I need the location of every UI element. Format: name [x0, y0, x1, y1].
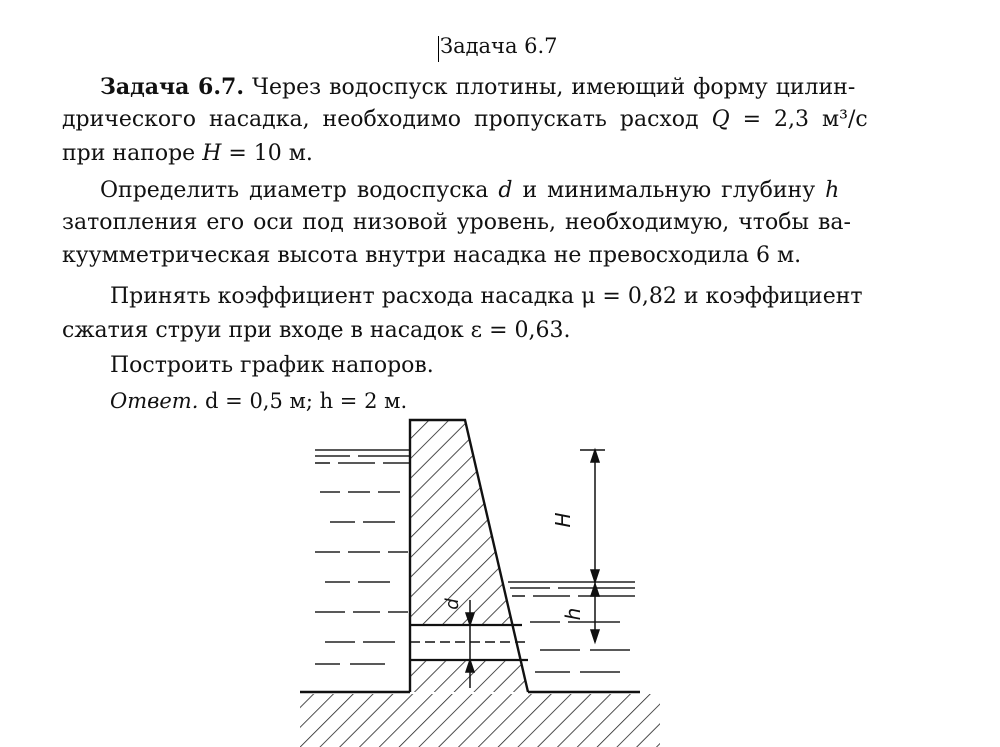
text-span: = 2,3 м³/с: [729, 107, 868, 132]
page-title: Задача 6.7: [440, 34, 558, 58]
text-cursor: [438, 36, 439, 62]
paragraph-2-line-2: затопления его оси под низовой уровень, необходимую, чтобы ва-: [62, 210, 851, 235]
text-span: = 10 м.: [221, 141, 313, 166]
var-Q: Q: [711, 107, 730, 132]
var-H: H: [202, 141, 222, 166]
answer-text: d = 0,5 м; h = 2 м.: [198, 389, 408, 413]
paragraph-2-line-3: куумметрическая высота внутри насадка не превосходила 6 м.: [62, 243, 802, 268]
paragraph-4: Построить график напоров.: [110, 353, 434, 378]
label-h: h: [561, 607, 585, 621]
label-d: d: [442, 598, 463, 610]
paragraph-2-line-1: [100, 176, 839, 206]
dam-figure: [300, 410, 660, 747]
text-span: Через водоспуск плотины, имеющий форму цилин-: [244, 75, 856, 100]
text-span: и минимальную глубину: [512, 178, 826, 203]
paragraph-3-line-1: Принять коэффициент расхода насадка μ = 0,82 и коэффициент: [110, 284, 863, 309]
ground: [300, 692, 660, 747]
downstream-water: [508, 582, 635, 672]
dam-body: [410, 420, 540, 692]
problem-label: Задача 6.7.: [100, 74, 244, 100]
text-span: Определить диаметр водоспуска: [100, 178, 499, 203]
paragraph-1-line-2: [62, 105, 868, 135]
text-span: при напоре: [62, 141, 203, 166]
var-d: d: [498, 178, 513, 203]
paragraph-3-line-2: сжатия струи при входе в насадок ε = 0,63.: [62, 318, 571, 343]
upstream-water: [315, 450, 410, 664]
answer-label: Ответ.: [110, 389, 199, 413]
text-span: дрического насадка, необходимо пропускать расход: [62, 107, 712, 132]
label-H: H: [551, 512, 575, 528]
paragraph-1-line-3: [62, 139, 313, 169]
paragraph-1-line-1: [100, 72, 855, 103]
var-h: h: [825, 178, 840, 203]
